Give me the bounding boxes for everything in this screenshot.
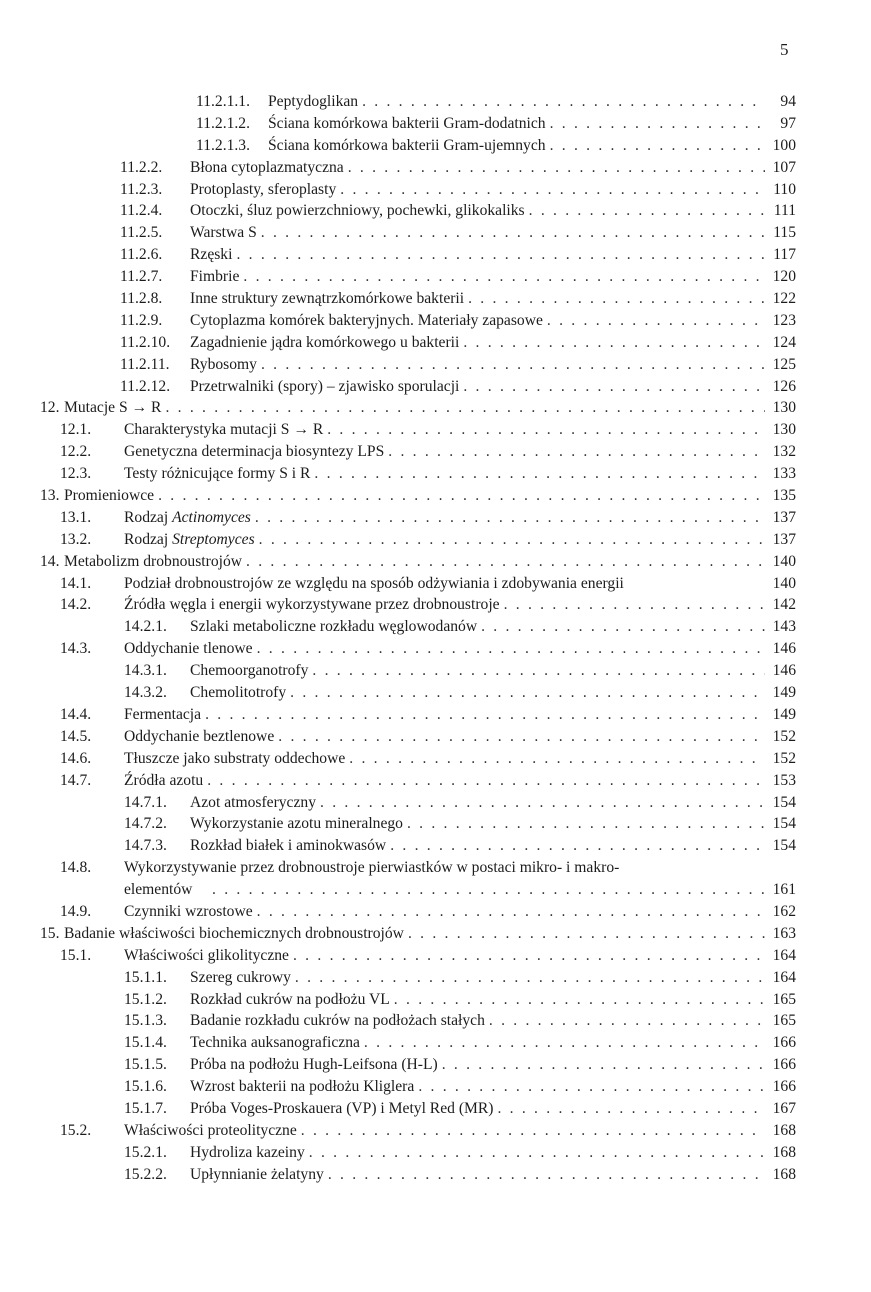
toc-entry — [0, 266, 871, 288]
toc-dot-leader — [408, 923, 765, 945]
toc-entry-title: Technika auksanograficzna — [190, 1034, 360, 1052]
toc-entry-leader — [190, 1164, 769, 1186]
toc-entry-leader — [190, 376, 769, 398]
toc-entry — [0, 901, 871, 923]
toc-entry-page: 146 — [772, 640, 796, 658]
toc-entry-title: Rozkład białek i aminokwasów — [190, 837, 387, 855]
toc-entry-page: 161 — [772, 881, 796, 899]
toc-dot-leader — [246, 551, 765, 573]
toc-entry — [0, 332, 871, 354]
toc-entry-title: Rodzaj Streptomyces — [124, 530, 255, 548]
toc-entry-number: 13. — [40, 487, 60, 505]
toc-entry-title: Peptydoglikan — [268, 93, 359, 110]
toc-entry-number: 15.1. — [60, 946, 92, 964]
toc-dot-leader — [158, 485, 765, 507]
toc-entry-page: 110 — [773, 180, 796, 198]
toc-entry-page: 164 — [772, 968, 796, 986]
toc-entry — [0, 463, 871, 485]
toc-entry-page: 154 — [772, 793, 796, 811]
toc-entry-number: 14.3. — [60, 640, 92, 658]
toc-entry-page: 154 — [772, 837, 796, 855]
toc-entry-title: Protoplasty, sferoplasty — [190, 180, 337, 198]
toc-entry-page: 168 — [772, 1121, 796, 1139]
toc-dot-leader — [481, 616, 765, 638]
toc-dot-leader — [504, 594, 765, 616]
toc-entry-title: Przetrwalniki (spory) – zjawisko sporulacji — [190, 377, 460, 395]
toc-dot-leader — [463, 376, 765, 398]
toc-entry-number: 15.1.2. — [124, 990, 167, 1008]
toc-dot-leader — [340, 179, 765, 201]
toc-entry-number: 11.2.1.1. — [196, 93, 250, 110]
toc-entry-page: 166 — [772, 1034, 796, 1052]
toc-entry-number: 15.1.7. — [124, 1099, 167, 1117]
toc-dot-leader — [212, 879, 765, 901]
toc-entry-page: 165 — [772, 990, 796, 1008]
toc-entry-title: Wzrost bakterii na podłożu Kliglera — [190, 1078, 415, 1096]
toc-entry-number: 11.2.11. — [120, 355, 170, 373]
toc-dot-leader — [293, 945, 765, 967]
toc-entry — [0, 441, 871, 463]
toc-entry-title: Próba na podłożu Hugh-Leifsona (H-L) — [190, 1056, 438, 1074]
toc-entry-number: 11.2.2. — [120, 158, 163, 176]
toc-entry-title: Cytoplazma komórek bakteryjnych. Materiały zapasowe — [190, 311, 543, 329]
toc-entry-title: Rybosomy — [190, 355, 257, 373]
toc-dot-leader — [309, 1142, 765, 1164]
toc-entry — [0, 660, 871, 682]
toc-entry-title: Badanie rozkładu cukrów na podłożach stałych — [190, 1012, 485, 1030]
toc-entry-page: 137 — [772, 530, 796, 548]
toc-entry-title: Źródła azotu — [124, 771, 204, 789]
toc-entry-title: Wykorzystywanie przez drobnoustroje pierwiastków w postaci mikro- i makro- elementów — [124, 859, 620, 899]
toc-entry-leader — [124, 638, 769, 660]
toc-dot-leader — [259, 529, 765, 551]
toc-entry-leader — [124, 1120, 769, 1142]
toc-dot-leader — [243, 266, 765, 288]
toc-dot-leader — [497, 1098, 765, 1120]
toc-entry-number: 11.2.8. — [120, 290, 163, 308]
toc-entry-leader — [190, 1010, 769, 1032]
toc-dot-leader — [364, 1032, 765, 1054]
toc-entry-title: Metabolizm drobnoustrojów — [64, 552, 243, 570]
toc-entry-number: 14.3.2. — [124, 684, 167, 702]
toc-entry-title: Ściana komórkowa bakterii Gram-ujemnych — [268, 136, 546, 154]
toc-entry-leader — [190, 967, 769, 989]
toc-entry-number: 15. — [40, 924, 60, 942]
toc-entry — [0, 135, 871, 157]
toc-entry-page: 166 — [772, 1078, 796, 1096]
toc-dot-leader — [388, 441, 765, 463]
toc-entry-leader — [268, 135, 769, 157]
toc-entry — [0, 594, 871, 616]
toc-entry — [0, 792, 871, 814]
toc-entry-page: 120 — [772, 268, 796, 286]
toc-entry — [0, 157, 871, 179]
toc-entry-number: 13.1. — [60, 508, 92, 526]
toc-entry — [0, 1098, 871, 1120]
toc-dot-leader — [257, 901, 765, 923]
toc-entry — [0, 1076, 871, 1098]
toc-dot-leader — [314, 463, 765, 485]
toc-dot-leader — [550, 113, 765, 135]
toc-entry-title: Czynniki wzrostowe — [124, 902, 253, 920]
toc-dot-leader — [278, 726, 765, 748]
toc-entry-page: 125 — [772, 355, 796, 373]
toc-entry-leader — [64, 397, 769, 419]
toc-entry-leader — [124, 507, 769, 529]
toc-entry-page: 142 — [772, 596, 796, 614]
toc-entry-title: Właściwości glikolityczne — [124, 946, 289, 964]
toc-entry-number: 12.3. — [60, 465, 92, 483]
toc-entry-leader — [268, 91, 769, 113]
toc-entry — [0, 222, 871, 244]
table-of-contents — [0, 91, 871, 1186]
toc-entry-page: 146 — [772, 662, 796, 680]
toc-entry — [0, 485, 871, 507]
toc-entry-page: 166 — [772, 1056, 796, 1074]
toc-entry-number: 13.2. — [60, 530, 92, 548]
toc-entry-number: 14. — [40, 552, 60, 570]
toc-entry-title: Genetyczna determinacja biosyntezy LPS — [124, 443, 385, 461]
toc-entry-leader — [124, 770, 769, 792]
toc-dot-leader — [463, 332, 765, 354]
toc-entry-page: 168 — [772, 1143, 796, 1161]
toc-dot-leader — [327, 419, 765, 441]
toc-dot-leader — [418, 1076, 765, 1098]
toc-entry — [0, 1142, 871, 1164]
toc-entry-number: 14.8. — [60, 859, 92, 877]
toc-entry-leader — [190, 682, 769, 704]
toc-entry-page: 162 — [772, 902, 796, 920]
toc-dot-leader — [529, 200, 765, 222]
toc-dot-leader — [261, 222, 765, 244]
toc-entry — [0, 91, 871, 113]
toc-entry-title: Błona cytoplazmatyczna — [190, 158, 344, 176]
toc-entry-leader — [190, 157, 769, 179]
toc-entry — [0, 726, 871, 748]
toc-entry-number: 14.7.3. — [124, 837, 167, 855]
toc-entry-leader — [190, 989, 769, 1011]
toc-entry-title: Szlaki metaboliczne rozkładu węglowodanów — [190, 618, 478, 636]
toc-entry-number: 11.2.9. — [120, 311, 163, 329]
toc-entry-leader — [190, 1032, 769, 1054]
toc-entry-title: Azot atmosferyczny — [190, 793, 316, 811]
toc-entry-title: Rzęski — [190, 246, 233, 264]
toc-entry — [0, 616, 871, 638]
toc-entry-title: Źródła węgla i energii wykorzystywane przez drobnoustroje — [124, 596, 500, 614]
toc-entry-page: 130 — [772, 399, 796, 417]
toc-entry-number: 15.1.6. — [124, 1078, 167, 1096]
toc-entry-title: Mutacje S → R — [64, 399, 162, 417]
toc-entry-leader — [190, 332, 769, 354]
toc-entry-leader — [124, 945, 769, 967]
toc-entry-leader — [124, 748, 769, 770]
toc-entry-leader — [190, 1076, 769, 1098]
toc-dot-leader — [547, 310, 765, 332]
toc-entry — [0, 704, 871, 726]
toc-entry-leader — [190, 1098, 769, 1120]
toc-dot-leader — [328, 1164, 765, 1186]
toc-entry-page: 100 — [772, 136, 796, 154]
toc-entry-leader — [124, 704, 769, 726]
toc-entry-title: Promieniowce — [64, 487, 155, 505]
toc-entry-number: 12.2. — [60, 443, 92, 461]
toc-entry-number: 12. — [40, 399, 60, 417]
toc-entry-leader — [64, 485, 769, 507]
toc-entry-title: Testy różnicujące formy S i R — [124, 465, 311, 483]
toc-entry-page: 107 — [772, 158, 796, 176]
toc-entry-leader — [190, 835, 769, 857]
toc-entry-title: Oddychanie tlenowe — [124, 640, 253, 658]
toc-dot-leader — [390, 835, 765, 857]
toc-entry-page: 122 — [772, 290, 796, 308]
toc-entry — [0, 507, 871, 529]
toc-dot-leader — [468, 288, 765, 310]
toc-entry-page: 152 — [772, 749, 796, 767]
toc-entry — [0, 967, 871, 989]
toc-entry-number: 14.9. — [60, 902, 92, 920]
toc-entry-leader — [190, 616, 769, 638]
toc-entry-title: Ściana komórkowa bakterii Gram-dodatnich — [268, 114, 546, 132]
toc-entry-number: 15.2. — [60, 1121, 92, 1139]
toc-entry-leader — [190, 179, 769, 201]
toc-entry-page: 149 — [772, 684, 796, 702]
toc-entry — [0, 310, 871, 332]
toc-entry-number: 11.2.5. — [120, 224, 163, 242]
toc-dot-leader — [236, 244, 765, 266]
toc-entry — [0, 551, 871, 573]
toc-entry-number: 14.7.1. — [124, 793, 167, 811]
toc-entry-number: 12.1. — [60, 421, 92, 439]
toc-entry-leader — [190, 244, 769, 266]
toc-dot-leader — [362, 91, 765, 113]
toc-entry-title: Tłuszcze jako substraty oddechowe — [124, 749, 346, 767]
toc-entry-page: 111 — [773, 202, 796, 220]
toc-entry — [0, 376, 871, 398]
toc-entry-title: Warstwa S — [190, 224, 257, 242]
toc-entry — [0, 397, 871, 419]
toc-entry-title: Rodzaj Actinomyces — [124, 508, 251, 526]
toc-entry — [0, 1032, 871, 1054]
toc-entry-leader — [190, 288, 769, 310]
toc-entry-leader — [124, 901, 769, 923]
toc-entry-title: Hydroliza kazeiny — [190, 1143, 305, 1161]
toc-entry — [0, 244, 871, 266]
toc-entry-leader — [190, 660, 769, 682]
toc-dot-leader — [255, 507, 765, 529]
toc-entry — [0, 529, 871, 551]
toc-entry-title: Fermentacja — [124, 705, 202, 723]
toc-dot-leader — [320, 792, 765, 814]
toc-entry-number: 11.2.12. — [120, 377, 171, 395]
toc-entry-number: 15.1.4. — [124, 1034, 167, 1052]
toc-dot-leader — [257, 638, 765, 660]
toc-entry — [0, 200, 871, 222]
toc-entry — [0, 682, 871, 704]
toc-entry — [0, 945, 871, 967]
toc-entry-page: 117 — [773, 246, 796, 264]
toc-dot-leader — [348, 157, 765, 179]
toc-entry-leader — [190, 813, 769, 835]
toc-entry — [0, 1120, 871, 1142]
toc-entry-page: 163 — [772, 924, 796, 942]
toc-entry-number: 15.1.1. — [124, 968, 167, 986]
toc-entry-title: Upłynnianie żelatyny — [190, 1165, 324, 1183]
toc-entry-leader — [124, 441, 769, 463]
toc-entry-page: 149 — [772, 705, 796, 723]
toc-entry-page: 153 — [772, 771, 796, 789]
toc-entry-page: 123 — [772, 311, 796, 329]
toc-entry — [0, 179, 871, 201]
toc-entry-page: 115 — [773, 224, 796, 242]
toc-entry-title: Oddychanie beztlenowe — [124, 727, 275, 745]
toc-dot-leader — [489, 1010, 765, 1032]
toc-entry-title: Zagadnienie jądra komórkowego u bakterii — [190, 333, 460, 351]
toc-entry-number: 14.6. — [60, 749, 92, 767]
toc-entry-leader — [124, 726, 769, 748]
toc-entry — [0, 989, 871, 1011]
toc-entry-number: 11.2.1.3. — [196, 136, 250, 154]
toc-entry — [0, 1054, 871, 1076]
toc-entry-leader — [190, 266, 769, 288]
toc-entry-number: 15.1.3. — [124, 1012, 167, 1030]
toc-entry-number: 14.5. — [60, 727, 92, 745]
toc-entry-leader — [190, 1054, 769, 1076]
toc-entry-title: Próba Voges-Proskauera (VP) i Metyl Red (MR) — [190, 1099, 494, 1117]
toc-entry-leader — [64, 551, 769, 573]
toc-entry-page: 126 — [772, 377, 796, 395]
toc-entry — [0, 1010, 871, 1032]
toc-entry-page: 143 — [772, 618, 796, 636]
toc-dot-leader — [290, 682, 765, 704]
toc-entry-leader — [190, 222, 769, 244]
toc-entry-leader — [124, 594, 769, 616]
toc-entry-leader — [190, 354, 769, 376]
toc-entry-leader — [124, 529, 769, 551]
toc-entry-leader — [190, 200, 769, 222]
toc-dot-leader — [295, 967, 765, 989]
toc-entry-page: 152 — [772, 727, 796, 745]
toc-entry-number: 14.1. — [60, 574, 92, 592]
toc-dot-leader — [550, 135, 765, 157]
toc-dot-leader — [207, 770, 765, 792]
toc-entry-leader — [268, 113, 769, 135]
toc-entry-number: 15.1.5. — [124, 1056, 167, 1074]
toc-entry-title: Inne struktury zewnątrzkomórkowe bakterii — [190, 290, 465, 308]
toc-entry-number: 14.4. — [60, 705, 92, 723]
toc-entry — [0, 573, 871, 595]
toc-dot-leader — [165, 397, 765, 419]
toc-entry-title: Chemoorganotrofy — [190, 662, 309, 680]
toc-entry — [0, 1164, 871, 1186]
toc-entry-leader — [124, 573, 769, 595]
toc-entry-number: 15.2.1. — [124, 1143, 167, 1161]
toc-entry-title: Fimbrie — [190, 268, 240, 286]
toc-entry-leader — [124, 463, 769, 485]
toc-entry-title: Charakterystyka mutacji S → R — [124, 421, 324, 439]
toc-entry — [0, 923, 871, 945]
toc-entry-page: 130 — [772, 421, 796, 439]
toc-entry — [0, 770, 871, 792]
toc-entry — [0, 857, 871, 901]
toc-entry — [0, 748, 871, 770]
toc-entry-page: 133 — [772, 465, 796, 483]
toc-entry-title: Szereg cukrowy — [190, 968, 291, 986]
toc-entry-number: 11.2.10. — [120, 333, 171, 351]
toc-entry-number: 11.2.6. — [120, 246, 163, 264]
toc-entry-page: 135 — [772, 487, 796, 505]
toc-entry-number: 14.3.1. — [124, 662, 167, 680]
toc-entry-title: Podział drobnoustrojów ze względu na sposób odżywiania i zdobywania energii — [124, 574, 624, 592]
toc-entry — [0, 835, 871, 857]
toc-entry-title: Rozkład cukrów na podłożu VL — [190, 990, 390, 1008]
toc-entry-page: 94 — [780, 93, 796, 110]
toc-entry — [0, 354, 871, 376]
toc-dot-leader — [349, 748, 765, 770]
toc-entry-page: 137 — [772, 508, 796, 526]
toc-entry — [0, 113, 871, 135]
toc-entry-leader — [124, 419, 769, 441]
toc-entry-leader — [124, 857, 769, 901]
toc-entry-number: 11.2.3. — [120, 180, 163, 198]
toc-entry-number: 11.2.1.2. — [196, 114, 250, 132]
toc-dot-leader — [261, 354, 765, 376]
toc-entry-page: 132 — [772, 443, 796, 461]
toc-entry — [0, 419, 871, 441]
page-number: 5 — [780, 40, 789, 59]
toc-entry-leader — [190, 310, 769, 332]
toc-entry-page: 168 — [772, 1165, 796, 1183]
toc-dot-leader — [407, 813, 765, 835]
toc-entry-title: Badanie właściwości biochemicznych drobnoustrojów — [64, 924, 404, 942]
toc-entry-page: 165 — [772, 1012, 796, 1030]
toc-entry-number: 14.2.1. — [124, 618, 167, 636]
toc-entry-title: Chemolitotrofy — [190, 684, 287, 702]
toc-entry-page: 164 — [772, 946, 796, 964]
toc-dot-leader — [301, 1120, 765, 1142]
toc-dot-leader — [442, 1054, 765, 1076]
toc-entry-leader — [190, 792, 769, 814]
toc-entry-number: 14.7. — [60, 771, 92, 789]
toc-dot-leader — [394, 989, 765, 1011]
toc-entry-number: 15.2.2. — [124, 1165, 167, 1183]
toc-dot-leader — [205, 704, 765, 726]
toc-entry-title: Właściwości proteolityczne — [124, 1121, 297, 1139]
toc-entry — [0, 638, 871, 660]
toc-entry-page: 167 — [772, 1099, 796, 1117]
toc-entry — [0, 813, 871, 835]
toc-entry-number: 14.7.2. — [124, 815, 167, 833]
toc-entry-number: 14.2. — [60, 596, 92, 614]
toc-entry-number: 11.2.7. — [120, 268, 163, 286]
toc-entry-page: 124 — [772, 333, 796, 351]
toc-entry-number: 11.2.4. — [120, 202, 163, 220]
toc-dot-leader — [312, 660, 765, 682]
toc-entry-page: 154 — [772, 815, 796, 833]
toc-entry-page: 140 — [772, 552, 796, 570]
toc-entry-page: 97 — [780, 114, 796, 132]
toc-entry-page: 140 — [772, 574, 796, 592]
toc-entry — [0, 288, 871, 310]
toc-entry-leader — [190, 1142, 769, 1164]
toc-entry-title: Otoczki, śluz powierzchniowy, pochewki, glikokaliks — [190, 202, 525, 220]
toc-entry-leader — [64, 923, 769, 945]
toc-entry-title: Wykorzystanie azotu mineralnego — [190, 815, 403, 833]
